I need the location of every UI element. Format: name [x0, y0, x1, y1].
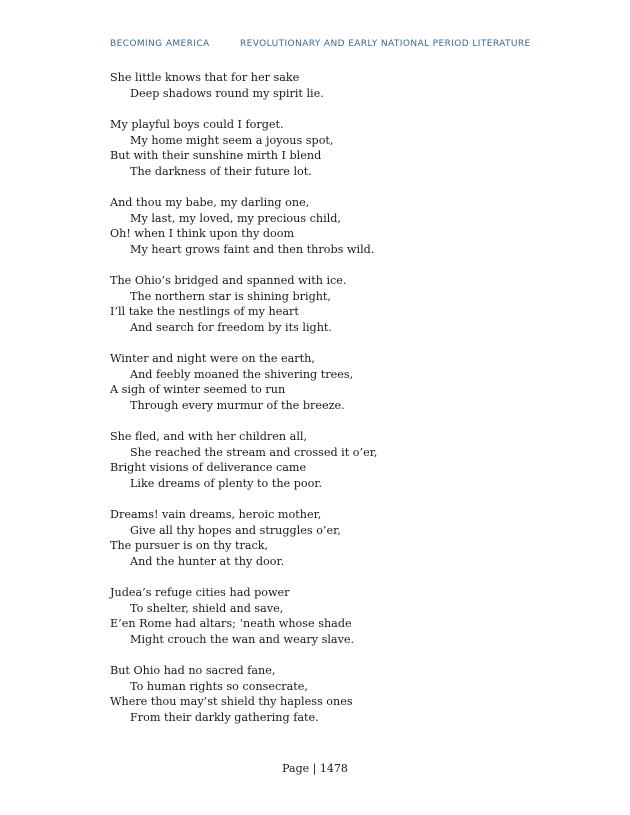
- poem-line: And thou my babe, my darling one,: [110, 196, 310, 209]
- poem-line: To shelter, shield and save,: [130, 601, 284, 615]
- stanza: [110, 117, 530, 179]
- poem-line: My last, my loved, my precious child,: [130, 211, 341, 225]
- poem-line: The northern star is shining bright,: [130, 289, 331, 303]
- poem-line: Oh! when I think upon thy doom: [110, 227, 295, 240]
- poem-line: The pursuer is on thy track,: [110, 539, 269, 552]
- poem-line: Give all thy hopes and struggles o’er,: [130, 523, 341, 537]
- poem-line: My playful boys could I forget.: [110, 118, 284, 131]
- header-section-title: REVOLUTIONARY AND EARLY NATIONAL PERIOD LITERATURE: [240, 39, 531, 49]
- stanza: [110, 429, 530, 491]
- poem-line: But Ohio had no sacred fane,: [110, 664, 276, 677]
- stanza: [110, 585, 530, 647]
- poem-line: And search for freedom by its light.: [130, 320, 332, 334]
- poem-line: The darkness of their future lot.: [130, 164, 312, 178]
- stanza: [110, 507, 530, 569]
- poem-line: Through every murmur of the breeze.: [130, 398, 345, 412]
- stanza: [110, 195, 530, 257]
- page-number: Page | 1478: [282, 762, 348, 775]
- poem-line: Dreams! vain dreams, heroic mother,: [110, 508, 322, 521]
- poem-line: She fled, and with her children all,: [110, 430, 308, 443]
- poem-line: Deep shadows round my spirit lie.: [130, 86, 324, 100]
- stanza: [110, 663, 530, 725]
- poem-line: From their darkly gathering fate.: [130, 710, 319, 724]
- stanza: [110, 70, 530, 101]
- poem-line: Winter and night were on the earth,: [110, 352, 315, 365]
- poem-line: A sigh of winter seemed to run: [110, 383, 286, 396]
- stanza: [110, 273, 530, 335]
- poem-line: Bright visions of deliverance came: [110, 461, 307, 474]
- poem-line: And feebly moaned the shivering trees,: [130, 367, 354, 381]
- poem-line: Might crouch the wan and weary slave.: [130, 632, 355, 646]
- poem-line: To human rights so consecrate,: [130, 679, 308, 693]
- poem-line: Judea’s refuge cities had power: [110, 586, 290, 599]
- poem-line: I’ll take the nestlings of my heart: [110, 305, 299, 318]
- poem-line: E’en Rome had altars; ‘neath whose shade: [110, 617, 352, 630]
- poem-body: [110, 70, 530, 741]
- poem-line: Where thou may’st shield thy hapless ones: [110, 695, 353, 708]
- stanza: [110, 351, 530, 413]
- header-book-title: BECOMING AMERICA: [110, 39, 210, 49]
- poem-line: She little knows that for her sake: [110, 71, 300, 84]
- poem-line: My heart grows faint and then throbs wild.: [130, 242, 375, 256]
- poem-line: She reached the stream and crossed it o’er,: [130, 445, 378, 459]
- poem-line: But with their sunshine mirth I blend: [110, 149, 322, 162]
- poem-line: And the hunter at thy door.: [130, 554, 285, 568]
- poem-line: Like dreams of plenty to the poor.: [130, 476, 323, 490]
- poem-line: My home might seem a joyous spot,: [130, 133, 334, 147]
- poem-line: The Ohio’s bridged and spanned with ice.: [110, 274, 347, 287]
